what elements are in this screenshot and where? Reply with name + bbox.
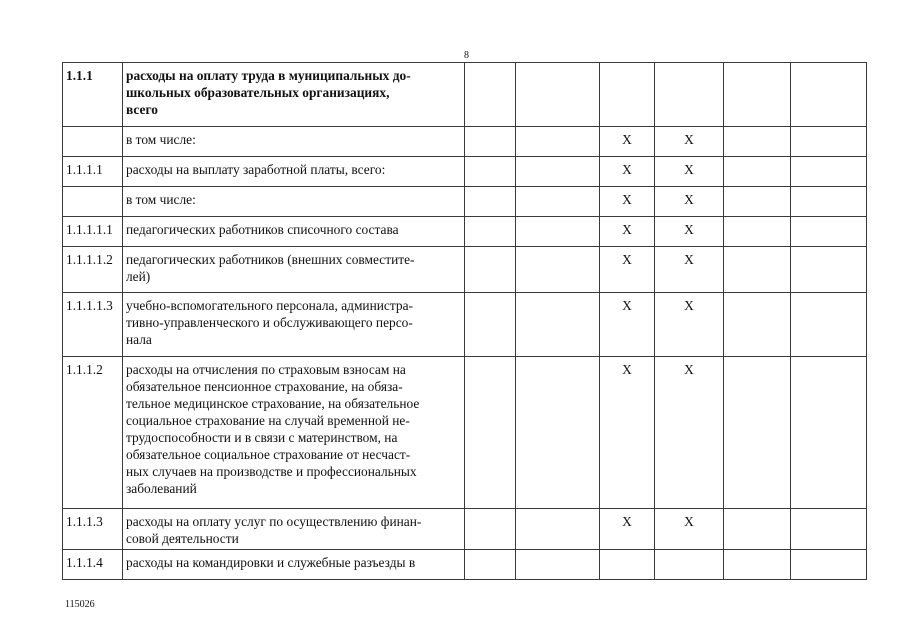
row-description-text: педагогических работников (внешних совместите- лей) — [126, 252, 415, 284]
row-number-text: 1.1.1.1.3 — [66, 298, 113, 313]
row-number-text: 1.1.1 — [66, 68, 93, 83]
row-number-text: 1.1.1.1 — [66, 162, 103, 177]
table-row — [63, 127, 867, 157]
mark-text: X — [684, 298, 694, 313]
row-description-cell — [123, 127, 465, 157]
mark-cell — [655, 247, 724, 293]
row-description-text: педагогических работников списочного состава — [126, 222, 399, 237]
row-number-text: 1.1.1.1.1 — [66, 222, 113, 237]
mark-text: X — [622, 132, 632, 147]
row-description-text: расходы на оплату труда в муниципальных до- школьных образовательных организациях, всего — [126, 68, 411, 117]
value-cell — [465, 293, 516, 357]
value-cell — [516, 127, 600, 157]
value-cell — [516, 293, 600, 357]
value-cell — [724, 357, 791, 509]
mark-cell — [600, 509, 655, 550]
value-cell — [724, 63, 791, 127]
row-description-text: расходы на отчисления по страховым взносам на обязательное пенсионное страхование, на обяза- тельное медицинское страхование, на обязательное социальное страхование на случай временной не- трудоспособности и в связи с материнством, на обязательное социальное страхование от несчаст- ных случаев на производстве и профессиональных заболеваний — [126, 362, 420, 496]
value-cell — [724, 127, 791, 157]
mark-text: X — [622, 514, 632, 529]
row-description-text: в том числе: — [126, 132, 196, 147]
mark-text: X — [684, 252, 694, 267]
row-number-cell — [63, 293, 123, 357]
table-row — [63, 509, 867, 550]
row-description-cell — [123, 187, 465, 217]
mark-text: X — [622, 162, 632, 177]
mark-cell — [600, 217, 655, 247]
table-row — [63, 63, 867, 127]
value-cell — [791, 187, 867, 217]
mark-text: X — [622, 252, 632, 267]
value-cell — [791, 550, 867, 580]
mark-text: X — [622, 192, 632, 207]
value-cell — [465, 217, 516, 247]
value-cell — [516, 550, 600, 580]
row-description-cell — [123, 157, 465, 187]
value-cell — [465, 187, 516, 217]
value-cell — [516, 63, 600, 127]
mark-cell — [600, 550, 655, 580]
row-description-text: расходы на выплату заработной платы, всего: — [126, 162, 386, 177]
document-code: 115026 — [65, 599, 95, 610]
mark-cell — [600, 187, 655, 217]
row-description-text: расходы на оплату услуг по осуществлению финан- совой деятельности — [126, 514, 422, 546]
table-row — [63, 357, 867, 509]
value-cell — [465, 63, 516, 127]
value-cell — [724, 550, 791, 580]
row-number-text: 1.1.1.2 — [66, 362, 103, 377]
mark-cell — [600, 157, 655, 187]
value-cell — [724, 187, 791, 217]
row-number-text: 1.1.1.1.2 — [66, 252, 113, 267]
row-description-cell — [123, 509, 465, 550]
value-cell — [465, 509, 516, 550]
mark-text: X — [684, 192, 694, 207]
row-description-cell — [123, 217, 465, 247]
table-row — [63, 550, 867, 580]
value-cell — [724, 247, 791, 293]
mark-cell — [655, 357, 724, 509]
value-cell — [791, 217, 867, 247]
value-cell — [516, 509, 600, 550]
mark-cell — [655, 187, 724, 217]
mark-cell — [600, 293, 655, 357]
mark-text: X — [684, 514, 694, 529]
row-number-text: 1.1.1.3 — [66, 514, 103, 529]
row-number-cell — [63, 63, 123, 127]
row-number-cell — [63, 247, 123, 293]
value-cell — [791, 63, 867, 127]
value-cell — [724, 157, 791, 187]
value-cell — [516, 217, 600, 247]
mark-text: X — [684, 362, 694, 377]
mark-cell — [600, 127, 655, 157]
value-cell — [724, 509, 791, 550]
value-cell — [465, 550, 516, 580]
row-number-cell — [63, 157, 123, 187]
row-number-cell — [63, 187, 123, 217]
mark-cell — [600, 63, 655, 127]
row-description-text: в том числе: — [126, 192, 196, 207]
mark-cell — [655, 63, 724, 127]
value-cell — [791, 357, 867, 509]
value-cell — [465, 157, 516, 187]
value-cell — [791, 293, 867, 357]
value-cell — [791, 247, 867, 293]
value-cell — [516, 187, 600, 217]
value-cell — [516, 157, 600, 187]
row-number-cell — [63, 509, 123, 550]
row-description-cell — [123, 63, 465, 127]
row-description-text: учебно-вспомогательного персонала, администра- тивно-управленческого и обслуживающего персо- нала — [126, 298, 413, 347]
mark-cell — [655, 293, 724, 357]
row-description-cell — [123, 357, 465, 509]
table-row — [63, 247, 867, 293]
table-row — [63, 157, 867, 187]
mark-text: X — [622, 362, 632, 377]
table-row — [63, 187, 867, 217]
expenditure-table — [62, 62, 867, 580]
mark-text: X — [622, 298, 632, 313]
value-cell — [791, 157, 867, 187]
mark-text: X — [622, 222, 632, 237]
mark-text: X — [684, 162, 694, 177]
row-number-cell — [63, 357, 123, 509]
value-cell — [791, 509, 867, 550]
mark-cell — [600, 247, 655, 293]
value-cell — [724, 217, 791, 247]
value-cell — [516, 357, 600, 509]
mark-cell — [655, 127, 724, 157]
value-cell — [724, 293, 791, 357]
value-cell — [465, 357, 516, 509]
mark-cell — [655, 509, 724, 550]
value-cell — [791, 127, 867, 157]
row-description-cell — [123, 550, 465, 580]
value-cell — [465, 247, 516, 293]
row-number-text: 1.1.1.4 — [66, 555, 103, 570]
mark-text: X — [684, 222, 694, 237]
row-description-text: расходы на командировки и служебные разъезды в — [126, 555, 416, 570]
row-number-cell — [63, 217, 123, 247]
table-row — [63, 293, 867, 357]
row-number-cell — [63, 127, 123, 157]
row-description-cell — [123, 247, 465, 293]
table-body — [63, 63, 867, 580]
mark-cell — [600, 357, 655, 509]
mark-cell — [655, 217, 724, 247]
value-cell — [516, 247, 600, 293]
row-number-cell — [63, 550, 123, 580]
page-number: 8 — [464, 50, 469, 61]
table-row — [63, 217, 867, 247]
mark-cell — [655, 157, 724, 187]
row-description-cell — [123, 293, 465, 357]
mark-cell — [655, 550, 724, 580]
value-cell — [465, 127, 516, 157]
mark-text: X — [684, 132, 694, 147]
